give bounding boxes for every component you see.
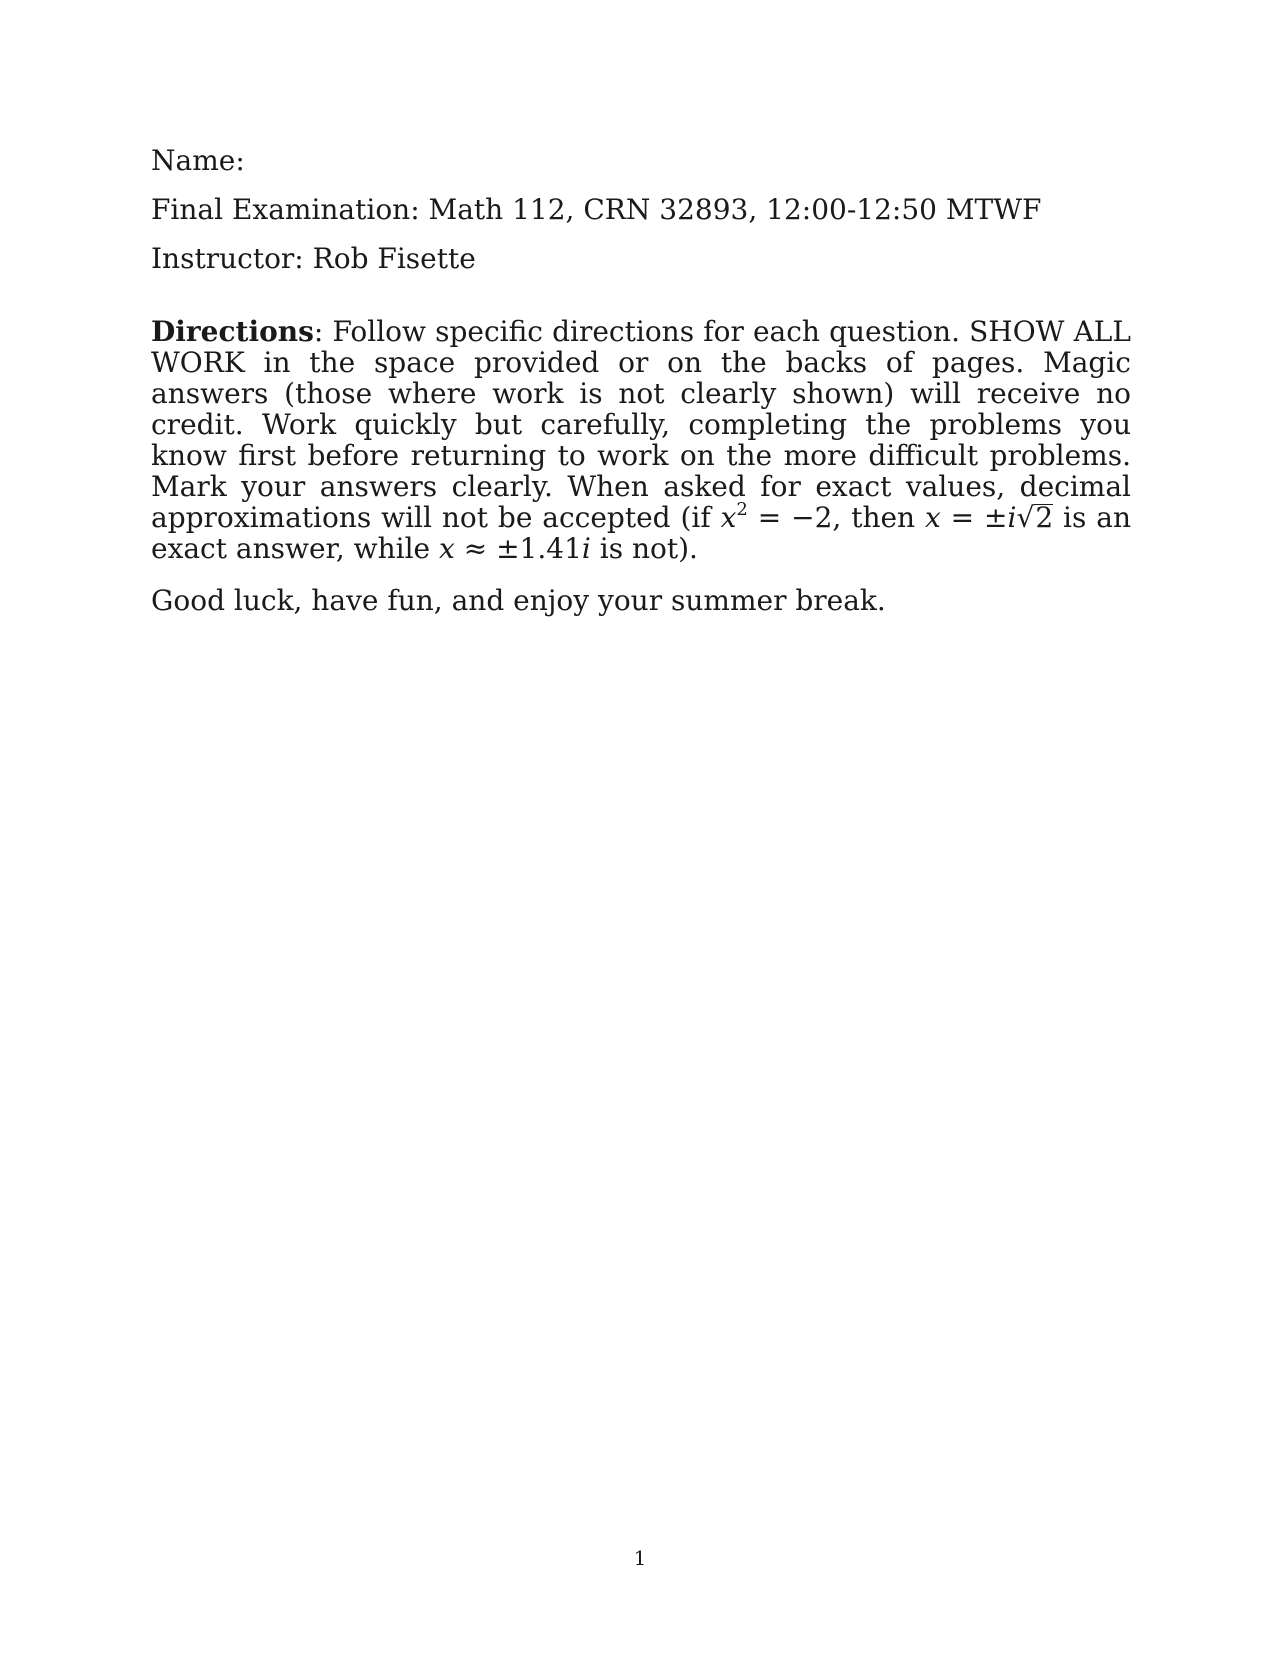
- math-x: x: [720, 501, 737, 534]
- directions-label: Directions: [151, 315, 314, 348]
- math-i-second: i: [581, 532, 591, 565]
- math-x-second: x: [924, 501, 941, 534]
- directions-text-end: is not).: [590, 532, 698, 565]
- math-x-third: x: [439, 532, 455, 565]
- math-i: i: [1007, 501, 1017, 534]
- math-exponent: 2: [736, 499, 748, 520]
- page-number: 1: [633, 1546, 647, 1570]
- math-equals-plus-minus: = ±: [940, 501, 1008, 534]
- directions-paragraph: [151, 316, 1131, 564]
- directions-text-mid: is an exact answer, while: [151, 501, 1131, 565]
- math-sqrt: [1016, 502, 1053, 533]
- sqrt-symbol: √: [1016, 501, 1035, 534]
- math-equals-neg-two: = −2, then: [747, 501, 925, 534]
- name-label: Name:: [151, 144, 245, 177]
- sqrt-radicand: 2: [1035, 501, 1054, 534]
- closing-line: Good luck, have fun, and enjoy your summer break.: [151, 584, 886, 617]
- directions-text: : Follow specific directions for each question. SHOW ALL WORK in the space provided or on the backs of pages. Magic answers (those where work is not clearly shown) will receive no credit. Work quickly but carefully, completing the problems you know first before returning to work on the more difficult problems. Mark your answers clearly. When asked for exact values, decimal approximations will not be accepted (if: [151, 315, 1131, 534]
- math-approx: ≈ ±1.41: [454, 532, 582, 565]
- exam-title: Final Examination: Math 112, CRN 32893, 12:00-12:50 MTWF: [151, 193, 1042, 226]
- instructor-line: Instructor: Rob Fisette: [151, 242, 476, 275]
